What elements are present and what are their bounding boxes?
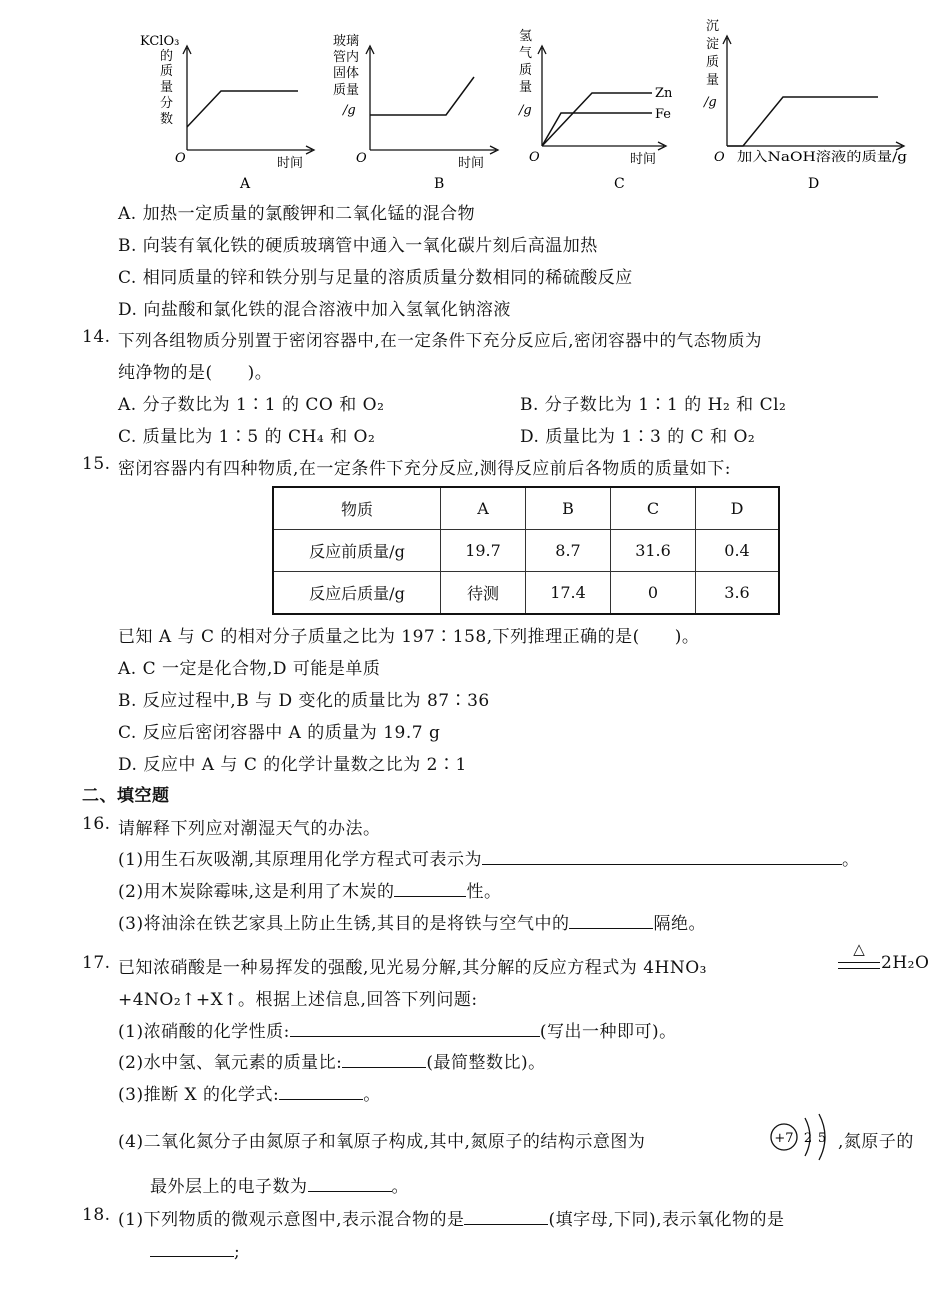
graph-c-series-zn: Zn: [655, 86, 673, 101]
table-row: [273, 530, 779, 572]
q18-part1: [118, 1205, 785, 1230]
graph-c-series-fe: Fe: [655, 107, 672, 122]
table-header-cell: 物质: [273, 487, 441, 530]
q16-part3-end: 隔绝。: [653, 914, 706, 934]
q17-part3: [118, 1080, 381, 1105]
q13-option-b: B. 向装有氧化铁的硬质玻璃管中通入一氧化碳片刻后高温加热: [118, 236, 598, 256]
q17-part4-text2: 最外层上的电子数为: [150, 1177, 308, 1197]
graph-c-xlabel: 时间: [630, 152, 657, 167]
q16-part2: [118, 877, 501, 902]
q16-number: 16.: [82, 814, 111, 834]
graph-b-ylabel-0: 玻璃: [333, 34, 360, 49]
q17-number: 17.: [82, 953, 111, 973]
q16-part3-blank[interactable]: [569, 910, 653, 929]
graph-c-ylabel-4: /g: [519, 103, 532, 118]
q15-option-d: D. 反应中 A 与 C 的化学计量数之比为 2∶1: [118, 755, 467, 775]
nucleus-charge: +7: [774, 1131, 794, 1146]
graph-a-curve: [187, 91, 298, 127]
graph-a-ylabel-3: 量: [160, 80, 174, 95]
graph-c-origin: O: [529, 150, 540, 165]
q14-option-c: C. 质量比为 1∶5 的 CH₄ 和 O₂: [118, 427, 376, 447]
graph-d-letter: D: [808, 176, 820, 192]
q15-option-c: C. 反应后密闭容器中 A 的质量为 19.7 g: [118, 723, 441, 743]
q14-stem-line2: 纯净物的是( )。: [118, 363, 273, 383]
graph-d-ylabel-0: 沉: [706, 19, 720, 34]
graph-d-ylabel-1: 淀: [706, 37, 720, 52]
graph-a-origin: O: [175, 151, 186, 166]
q16-part2-blank[interactable]: [394, 878, 466, 897]
graph-b-ylabel-2: 固体: [333, 66, 360, 81]
table-cell: 反应后质量/g: [273, 572, 441, 615]
q13-option-d: D. 向盐酸和氯化铁的混合溶液中加入氢氧化钠溶液: [118, 300, 511, 320]
q18-part1-blank-a[interactable]: [464, 1206, 548, 1225]
q14-option-d: D. 质量比为 1∶3 的 C 和 O₂: [520, 427, 756, 447]
q16-part1: [118, 845, 859, 870]
table-cell: 8.7: [526, 530, 611, 572]
nitrogen-atom-diagram: [765, 1110, 837, 1164]
q17-part4-blank[interactable]: [308, 1173, 392, 1192]
q17-part2-blank[interactable]: [342, 1049, 426, 1068]
graph-c-curve-zn: [542, 93, 652, 146]
q17-part2-end: (最简整数比)。: [426, 1053, 546, 1073]
graph-a-ylabel-4: 分: [160, 96, 174, 111]
section-title: 二、填空题: [82, 786, 170, 806]
graph-a-xlabel: 时间: [277, 156, 304, 171]
table-cell: 3.6: [696, 572, 780, 615]
table-cell: 反应前质量/g: [273, 530, 441, 572]
q16-part1-end: 。: [841, 850, 860, 870]
q15-after-table: 已知 A 与 C 的相对分子质量之比为 197∶158,下列推理正确的是( )。: [118, 627, 700, 647]
q13-option-c: C. 相同质量的锌和铁分别与足量的溶质质量分数相同的稀硫酸反应: [118, 268, 633, 288]
q14-option-b: B. 分子数比为 1∶1 的 H₂ 和 Cl₂: [520, 395, 787, 415]
q17-part4-end: 。: [391, 1177, 409, 1197]
q15-mass-table: [272, 486, 780, 615]
graph-a-letter: A: [240, 176, 251, 192]
q16-part2-text: (2)用木炭除霉味,这是利用了木炭的: [118, 882, 395, 902]
q17-part1-blank[interactable]: [290, 1018, 540, 1037]
q18-part1-text2: (填字母,下同),表示氧化物的是: [548, 1210, 785, 1230]
graph-b: [333, 33, 498, 192]
q18-part1-end: ;: [234, 1242, 241, 1262]
graph-b-ylabel-3: 质量: [333, 83, 360, 98]
q17-part3-text: (3)推断 X 的化学式:: [118, 1085, 280, 1105]
graph-c-letter: C: [614, 176, 625, 192]
graph-a-ylabel-1: 的: [160, 49, 174, 64]
q16-part1-blank[interactable]: [482, 846, 842, 865]
q15-option-b: B. 反应过程中,B 与 D 变化的质量比为 87∶36: [118, 691, 490, 711]
table-cell: 19.7: [441, 530, 526, 572]
q17-part4-line2: [150, 1172, 409, 1197]
graph-b-letter: B: [434, 176, 445, 192]
graph-b-curve: [370, 77, 474, 115]
q16-part3-text: (3)将油涂在铁艺家具上防止生锈,其目的是将铁与空气中的: [118, 914, 570, 934]
q17-line2: +4NO₂↑+X↑。根据上述信息,回答下列问题:: [118, 990, 478, 1010]
q16-part1-text: (1)用生石灰吸潮,其原理用化学方程式可表示为: [118, 850, 482, 870]
graph-c: [517, 29, 673, 192]
graph-a-ylabel-5: 数: [160, 112, 174, 127]
q17-product: 2H₂O: [881, 953, 930, 973]
graph-a-ylabel-2: 质: [160, 64, 174, 79]
q17-part1: [118, 1017, 677, 1042]
graph-d-ylabel-2: 质: [706, 55, 720, 70]
q17-part3-end: 。: [363, 1085, 381, 1105]
graph-d-ylabel-4: /g: [704, 95, 717, 110]
graph-b-ylabel-4: /g: [343, 103, 356, 118]
graph-d-ylabel-3: 量: [706, 73, 720, 88]
graph-a-ylabel-0: KClO₃: [140, 34, 180, 49]
graph-a: [140, 34, 314, 192]
q14-stem-line1: 下列各组物质分别置于密闭容器中,在一定条件下充分反应后,密闭容器中的气态物质为: [118, 331, 763, 350]
table-cell: 0: [611, 572, 696, 615]
graph-c-ylabel-1: 气: [519, 46, 533, 61]
graph-d-origin: O: [714, 150, 725, 165]
q17-part4-after: ,氮原子的: [838, 1132, 914, 1152]
q17-part1-text: (1)浓硝酸的化学性质:: [118, 1022, 290, 1042]
table-header-cell: B: [526, 487, 611, 530]
graphs-figure: [0, 0, 950, 200]
graph-b-origin: O: [356, 151, 367, 166]
q17-part1-end: (写出一种即可)。: [539, 1022, 677, 1042]
q16-part3: [118, 909, 706, 934]
q17-part2-text: (2)水中氢、氧元素的质量比:: [118, 1053, 343, 1073]
q17-part4-text: (4)二氧化氮分子由氮原子和氧原子构成,其中,氮原子的结构示意图为: [118, 1132, 646, 1152]
shell-electrons-1: 2: [803, 1131, 813, 1146]
table-header-cell: C: [611, 487, 696, 530]
q17-part3-blank[interactable]: [279, 1081, 363, 1100]
q17-line1: 已知浓硝酸是一种易挥发的强酸,见光易分解,其分解的反应方程式为 4HNO₃: [118, 958, 707, 978]
table-cell: 0.4: [696, 530, 780, 572]
table-header-cell: A: [441, 487, 526, 530]
table-header-cell: D: [696, 487, 780, 530]
table-cell: 31.6: [611, 530, 696, 572]
q17-part2: [118, 1048, 546, 1073]
q18-part1-blank-b[interactable]: [150, 1238, 234, 1257]
q17-equal-sign: [838, 962, 880, 969]
table-header-row: [273, 487, 779, 530]
q18-part1-text: (1)下列物质的微观示意图中,表示混合物的是: [118, 1210, 465, 1230]
q15-number: 15.: [82, 454, 111, 474]
graph-b-ylabel-1: 管内: [333, 50, 360, 65]
q13-option-a: A. 加热一定质量的氯酸钾和二氧化锰的混合物: [118, 204, 476, 224]
graph-d-curve: [727, 97, 878, 146]
q17-condition: △: [853, 940, 865, 958]
q16-part2-end: 性。: [466, 882, 502, 902]
shell-electrons-2: 5: [817, 1131, 827, 1146]
table-cell: 17.4: [526, 572, 611, 615]
q18-part1-line2: [150, 1238, 240, 1262]
table-row: [273, 572, 779, 615]
q15-stem: 密闭容器内有四种物质,在一定条件下充分反应,测得反应前后各物质的质量如下:: [118, 459, 732, 479]
q15-option-a: A. C 一定是化合物,D 可能是单质: [118, 659, 381, 679]
q14-option-a: A. 分子数比为 1∶1 的 CO 和 O₂: [118, 395, 385, 415]
q14-number: 14.: [82, 327, 111, 347]
graph-d: [702, 19, 907, 192]
graph-c-ylabel-2: 质: [519, 63, 533, 78]
q18-number: 18.: [82, 1205, 111, 1225]
table-cell: 待测: [441, 572, 526, 615]
q16-stem: 请解释下列应对潮湿天气的办法。: [118, 819, 381, 839]
graph-d-xlabel: 加入NaOH溶液的质量/g: [737, 150, 882, 165]
graph-b-xlabel: 时间: [458, 156, 485, 171]
graph-c-ylabel-3: 量: [519, 80, 533, 95]
graph-c-ylabel-0: 氢: [519, 29, 533, 44]
